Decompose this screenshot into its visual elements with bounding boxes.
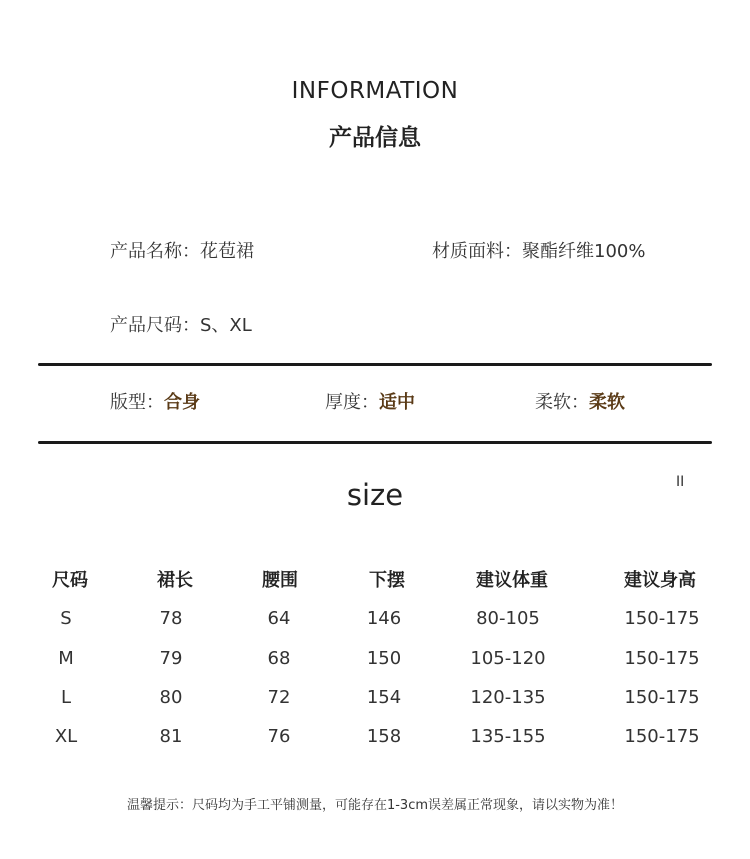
table-cell: 80: [159, 687, 183, 708]
table-cell: 78: [159, 608, 183, 629]
table-cell: 68: [267, 648, 291, 669]
table-cell: 146: [366, 608, 402, 629]
attribute-softness-value: 柔软: [589, 392, 625, 413]
heading-chinese: 产品信息: [329, 125, 421, 151]
attribute-softness-label: 柔软：: [535, 392, 589, 413]
product-material: 材质面料：聚酯纤维100%: [432, 241, 646, 262]
table-cell: 72: [267, 687, 291, 708]
size-section-title: size: [346, 478, 404, 512]
heading-english: INFORMATION: [291, 78, 459, 104]
attribute-thickness-value: 适中: [379, 392, 415, 413]
attribute-fit-label: 版型：: [110, 392, 164, 413]
table-cell: M: [58, 648, 74, 669]
table-cell: 150-175: [624, 648, 700, 669]
table-cell: 105-120: [470, 648, 546, 669]
table-cell: 150: [366, 648, 402, 669]
table-cell: S: [60, 608, 72, 629]
product-name: 产品名称：花苞裙: [110, 241, 254, 262]
measurement-note: 温馨提示：尺码均为手工平铺测量，可能存在1-3cm误差属正常现象，请以实物为准！: [126, 798, 624, 813]
table-cell: 158: [366, 726, 402, 747]
table-cell: 64: [267, 608, 291, 629]
table-cell: 150-175: [624, 608, 700, 629]
table-header-weight: 建议体重: [476, 570, 548, 591]
table-cell: 79: [159, 648, 183, 669]
product-sizes: 产品尺码：S、XL: [110, 315, 252, 336]
table-cell: 135-155: [470, 726, 546, 747]
size-section-mark: II: [676, 474, 685, 490]
table-header-waist: 腰围: [262, 570, 298, 591]
table-cell: 120-135: [470, 687, 546, 708]
table-cell: 80-105: [476, 608, 540, 629]
table-cell: 154: [366, 687, 402, 708]
table-header-hem: 下摆: [369, 570, 405, 591]
table-header-size: 尺码: [52, 570, 88, 591]
table-cell: XL: [54, 726, 78, 747]
table-cell: 81: [159, 726, 183, 747]
table-cell: 150-175: [624, 687, 700, 708]
table-cell: L: [60, 687, 72, 708]
attribute-fit-value: 合身: [164, 392, 200, 413]
table-cell: 76: [267, 726, 291, 747]
table-header-length: 裙长: [157, 570, 193, 591]
attribute-thickness-label: 厚度：: [325, 392, 379, 413]
table-cell: 150-175: [624, 726, 700, 747]
table-header-height: 建议身高: [624, 570, 696, 591]
